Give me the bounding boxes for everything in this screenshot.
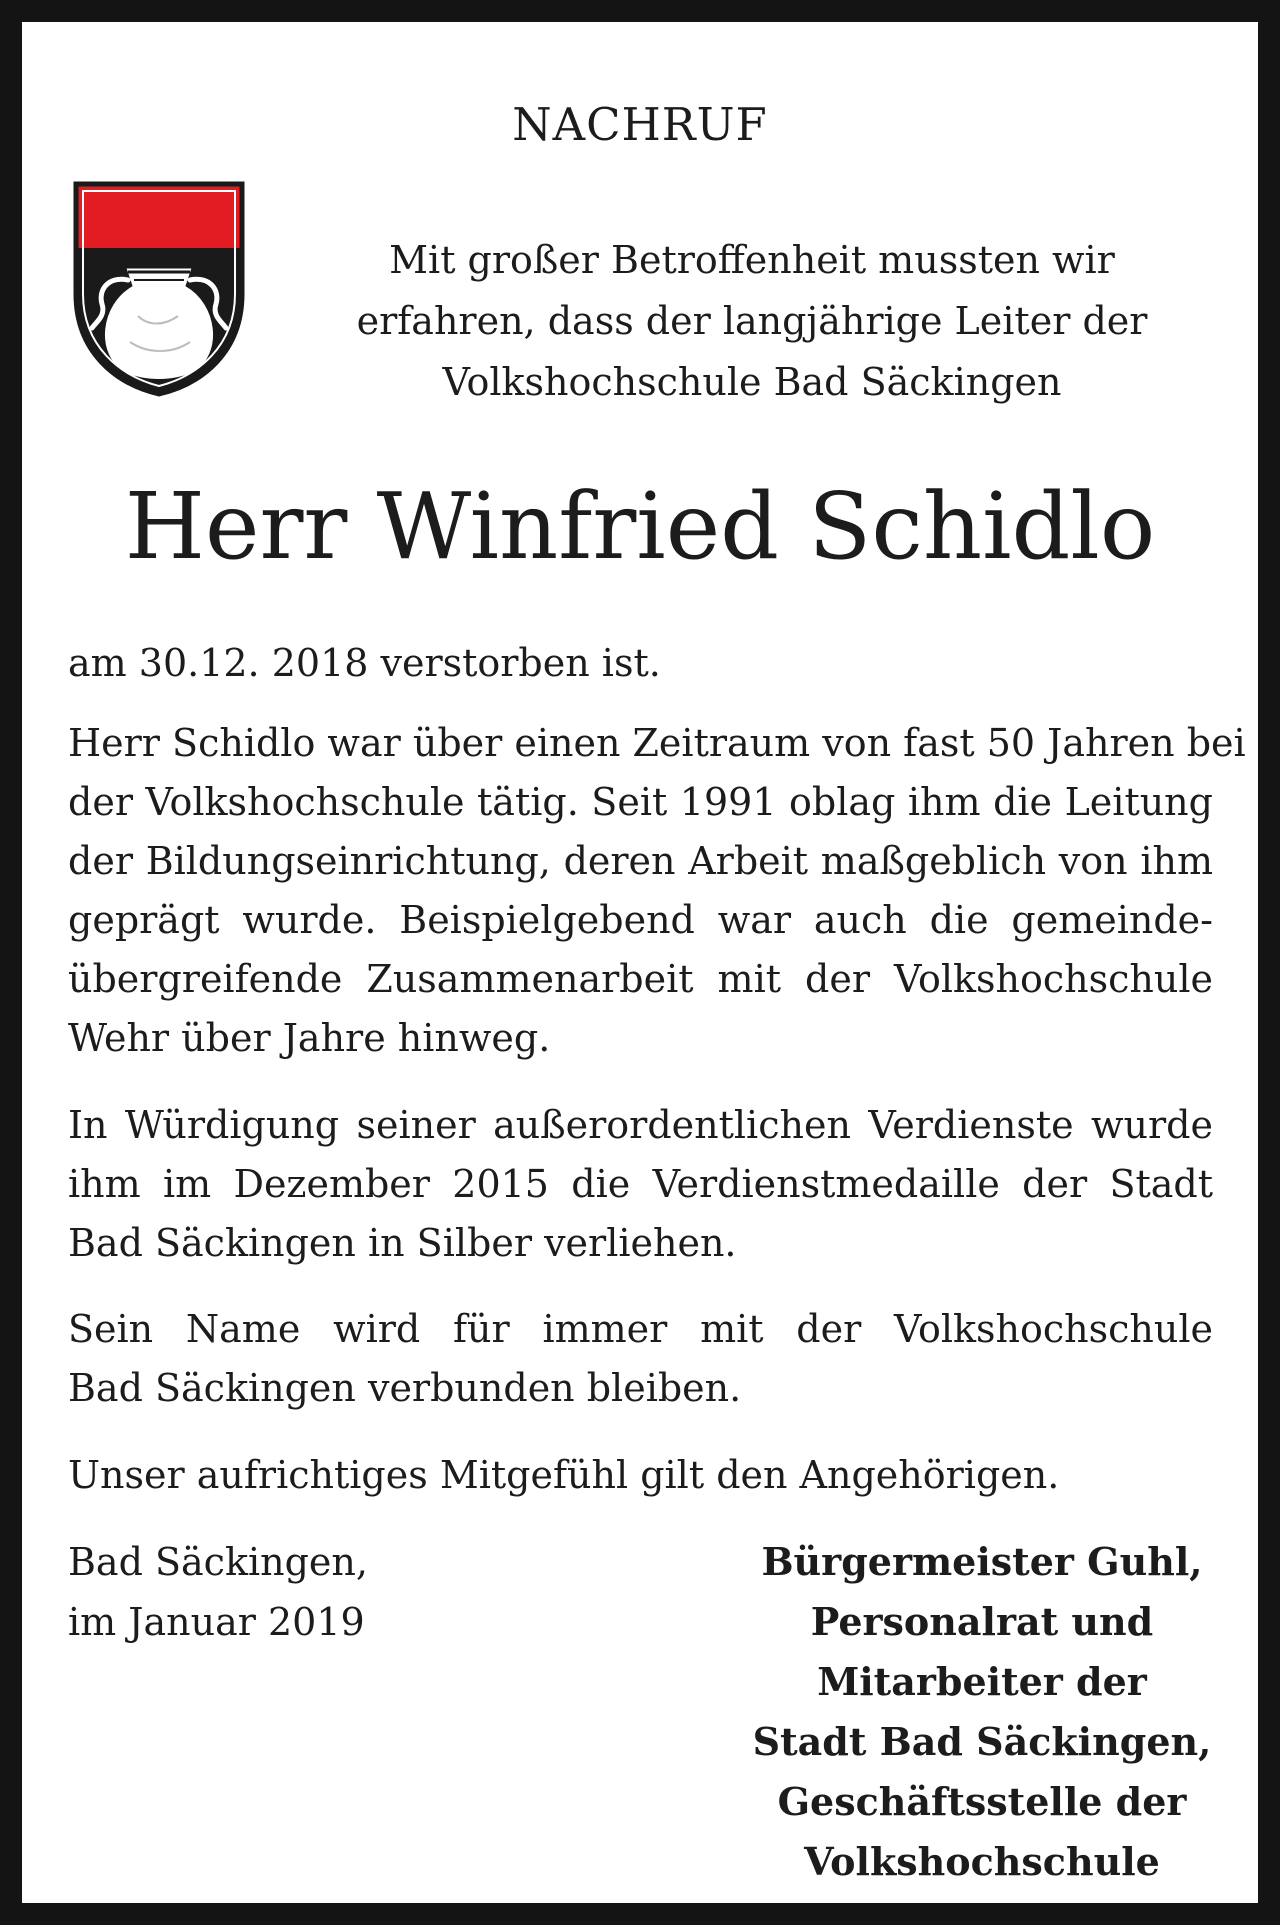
- text-line: Bad Säckingen verbunden bleiben.: [68, 1366, 742, 1410]
- text-line: der Bildungseinrichtung, deren Arbeit maßgeblich von ihm: [68, 839, 1213, 883]
- text-line: Herr Schidlo war über einen Zeitraum von fast 50 Jahren bei: [68, 721, 1246, 765]
- intro-line: erfahren, dass der langjährige Leiter der: [356, 299, 1148, 343]
- signature-block: [712, 1532, 1252, 1892]
- text-line: Unser aufrichtiges Mitgefühl gilt den Angehörigen.: [68, 1453, 1060, 1497]
- text-line: Bad Säckingen in Silber verliehen.: [68, 1221, 737, 1265]
- text-line: geprägt wurde. Beispielgebend war auch die gemeinde-: [68, 898, 1213, 942]
- text-line: Sein Name wird für immer mit der Volkshochschule: [68, 1307, 1213, 1351]
- deceased-name: Herr Winfried Schidlo: [124, 473, 1156, 580]
- text-line: In Würdigung seiner außerordentlichen Verdienste wurde: [68, 1103, 1213, 1147]
- signature-line: Volkshochschule: [804, 1839, 1160, 1884]
- paragraph-death-date: [68, 634, 1213, 693]
- place-and-date: [68, 1532, 368, 1652]
- intro-text: [312, 230, 1192, 413]
- paragraph-honors: [68, 1096, 1213, 1273]
- signature-line: Mitarbeiter der: [817, 1659, 1147, 1704]
- text-line: am 30.12. 2018 verstorben ist.: [68, 641, 661, 685]
- paragraph-career: [68, 714, 1246, 1068]
- obituary-notice: [22, 22, 1258, 1903]
- date-line: im Januar 2019: [68, 1600, 365, 1644]
- signature-line: Geschäftsstelle der: [777, 1779, 1187, 1824]
- signature-line: Bürgermeister Guhl,: [761, 1539, 1203, 1584]
- text-line: übergreifende Zusammenarbeit mit der Volkshochschule: [68, 957, 1213, 1001]
- notice-heading: NACHRUF: [512, 98, 768, 151]
- text-line: ihm im Dezember 2015 die Verdienstmedaille der Stadt: [68, 1162, 1213, 1206]
- paragraph-condolence: [68, 1446, 1213, 1505]
- text-line: der Volkshochschule tätig. Seit 1991 oblag ihm die Leitung: [68, 780, 1213, 824]
- signature-line: Stadt Bad Säckingen,: [752, 1719, 1212, 1764]
- coat-of-arms-icon: [68, 176, 250, 400]
- text-line: Wehr über Jahre hinweg.: [68, 1016, 551, 1060]
- signature-line: Personalrat und: [810, 1599, 1154, 1644]
- place-line: Bad Säckingen,: [68, 1540, 368, 1584]
- intro-line: Volkshochschule Bad Säckingen: [442, 360, 1062, 404]
- intro-line: Mit großer Betroffenheit mussten wir: [389, 238, 1115, 282]
- paragraph-legacy: [68, 1300, 1213, 1418]
